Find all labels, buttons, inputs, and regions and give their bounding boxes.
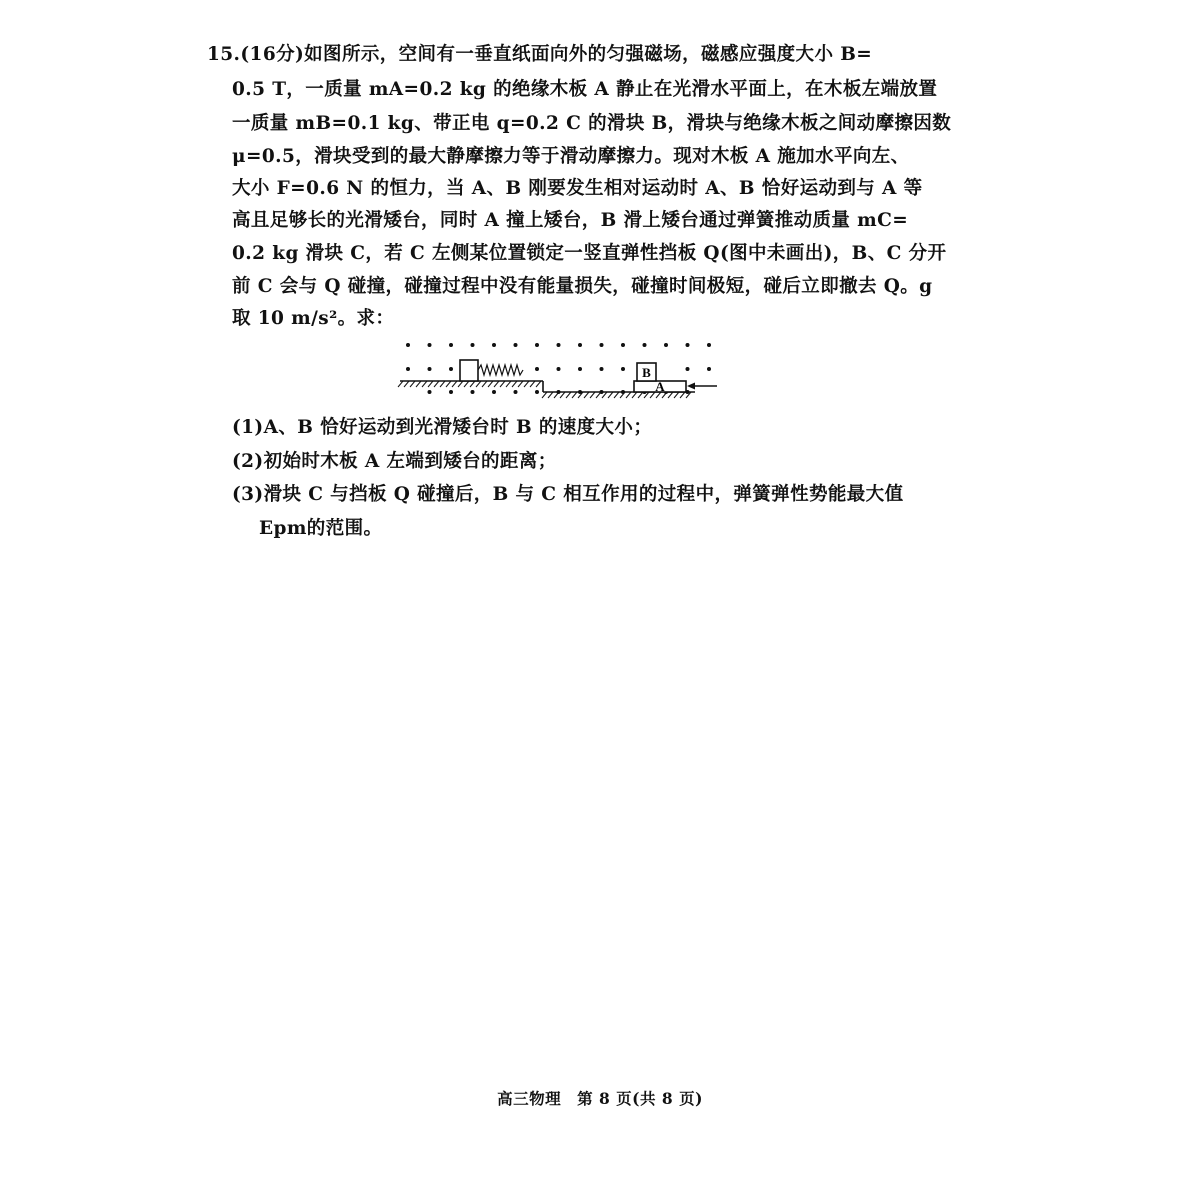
field-dot xyxy=(449,367,453,371)
field-dot xyxy=(492,390,496,394)
field-dot xyxy=(664,343,668,347)
field-dot xyxy=(449,343,453,347)
field-dot xyxy=(471,343,475,347)
field-dot xyxy=(514,343,518,347)
block-c xyxy=(460,360,478,381)
field-dot xyxy=(621,367,625,371)
field-dot xyxy=(600,367,604,371)
field-dot xyxy=(471,390,475,394)
question-3-continued: Epm的范围。 xyxy=(259,518,383,539)
field-dot xyxy=(535,367,539,371)
physics-diagram xyxy=(395,333,725,403)
problem-line-4: μ=0.5，滑块受到的最大静摩擦力等于滑动摩擦力。现对木板 A 施加水平向左、 xyxy=(232,146,910,167)
problem-line-2: 0.5 T，一质量 mA=0.2 kg 的绝缘木板 A 静止在光滑水平面上，在木板左端放置 xyxy=(232,79,938,100)
question-3: (3)滑块 C 与挡板 Q 碰撞后，B 与 C 相互作用的过程中，弹簧弹性势能最大值 xyxy=(232,484,904,505)
field-dot xyxy=(428,367,432,371)
field-dot xyxy=(406,343,410,347)
problem-line-6: 高且足够长的光滑矮台，同时 A 撞上矮台，B 滑上矮台通过弹簧推动质量 mC= xyxy=(232,210,909,231)
problem-line-5: 大小 F=0.6 N 的恒力，当 A、B 刚要发生相对运动时 A、B 恰好运动到与 A 等 xyxy=(232,178,923,199)
field-dot xyxy=(557,343,561,347)
force-arrow xyxy=(687,383,717,390)
problem-line-1 xyxy=(207,44,872,66)
field-dot xyxy=(557,367,561,371)
problem-number: 15. xyxy=(207,44,241,65)
field-dot xyxy=(428,343,432,347)
field-dot xyxy=(621,343,625,347)
field-dot xyxy=(578,343,582,347)
field-dot xyxy=(406,367,410,371)
field-dot xyxy=(492,343,496,347)
question-1: (1)A、B 恰好运动到光滑矮台时 B 的速度大小； xyxy=(232,417,653,438)
problem-line-9: 取 10 m/s²。求： xyxy=(232,308,395,329)
field-dot xyxy=(535,343,539,347)
slider-b-label: B xyxy=(642,365,651,380)
field-dot xyxy=(428,390,432,394)
field-dot xyxy=(514,390,518,394)
problem-line-7: 0.2 kg 滑块 C，若 C 左侧某位置锁定一竖直弹性挡板 Q(图中未画出)，B、C 分开 xyxy=(232,243,947,264)
problem-line-8: 前 C 会与 Q 碰撞，碰撞过程中没有能量损失，碰撞时间极短，碰后立即撤去 Q。g xyxy=(232,276,933,297)
question-2: (2)初始时木板 A 左端到矮台的距离； xyxy=(232,451,557,472)
field-dot xyxy=(707,343,711,347)
problem-points: (16分) xyxy=(240,44,305,65)
field-dot xyxy=(578,367,582,371)
problem-text-1: 如图所示，空间有一垂直纸面向外的匀强磁场，磁感应强度大小 B= xyxy=(304,44,873,65)
field-dot xyxy=(686,367,690,371)
ground xyxy=(542,392,695,398)
page-footer: 高三物理 第 8 页(共 8 页) xyxy=(497,1089,703,1108)
problem-line-3: 一质量 mB=0.1 kg、带正电 q=0.2 C 的滑块 B，滑块与绝缘木板之间动摩擦因数 xyxy=(232,113,952,134)
field-dot xyxy=(686,343,690,347)
field-dot xyxy=(600,343,604,347)
field-dot xyxy=(535,390,539,394)
spring xyxy=(478,365,523,375)
field-dot xyxy=(643,343,647,347)
left-platform xyxy=(398,381,543,392)
field-dot xyxy=(707,367,711,371)
field-dot xyxy=(449,390,453,394)
board-a-label: A xyxy=(655,379,665,394)
